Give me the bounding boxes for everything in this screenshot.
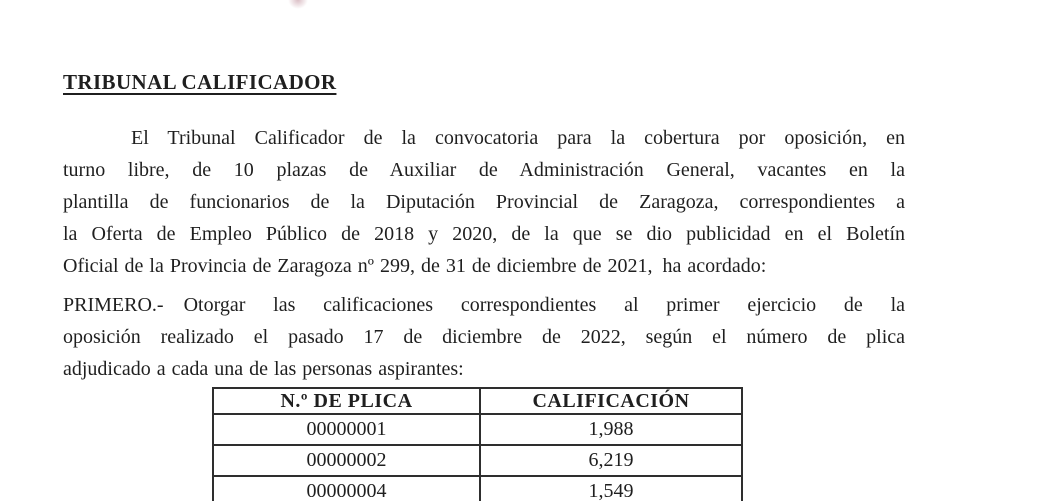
plica-cell: 00000004 (213, 476, 480, 501)
table-header-row (213, 388, 742, 414)
table-header-calificacion: CALIFICACIÓN (480, 388, 742, 414)
plica-cell: 00000002 (213, 445, 480, 476)
paragraph-line: plantilla de funcionarios de la Diputación Provincial de Zaragoza, correspondientes a (63, 191, 905, 213)
grades-table (212, 387, 743, 501)
calificacion-cell: 6,219 (480, 445, 742, 476)
paragraph-line: oposición realizado el pasado 17 de diciembre de 2022, según el número de plica (63, 326, 905, 348)
calificacion-cell: 1,988 (480, 414, 742, 445)
paragraph-line: El Tribunal Calificador de la convocatoria para la cobertura por oposición, en (131, 127, 905, 149)
paragraph-primero (63, 289, 905, 385)
table-row (213, 414, 742, 445)
calificacion-cell: 1,549 (480, 476, 742, 501)
scan-artifact-smudge (288, 0, 308, 9)
document-heading: TRIBUNAL CALIFICADOR (63, 70, 337, 94)
paragraph-intro (63, 122, 905, 282)
table-row (213, 445, 742, 476)
paragraph-line: PRIMERO.- Otorgar las calificaciones correspondientes al primer ejercicio de la (63, 294, 905, 316)
paragraph-line: adjudicado a cada una de las personas aspirantes: (63, 358, 464, 380)
table-row (213, 476, 742, 501)
table-header-plica: N.º DE PLICA (213, 388, 480, 414)
plica-cell: 00000001 (213, 414, 480, 445)
paragraph-line: turno libre, de 10 plazas de Auxiliar de Administración General, vacantes en la (63, 159, 905, 181)
paragraph-line: Oficial de la Provincia de Zaragoza nº 299, de 31 de diciembre de 2021, ha acordado: (63, 255, 767, 277)
paragraph-line: la Oferta de Empleo Público de 2018 y 2020, de la que se dio publicidad en el Boletín (63, 223, 905, 245)
